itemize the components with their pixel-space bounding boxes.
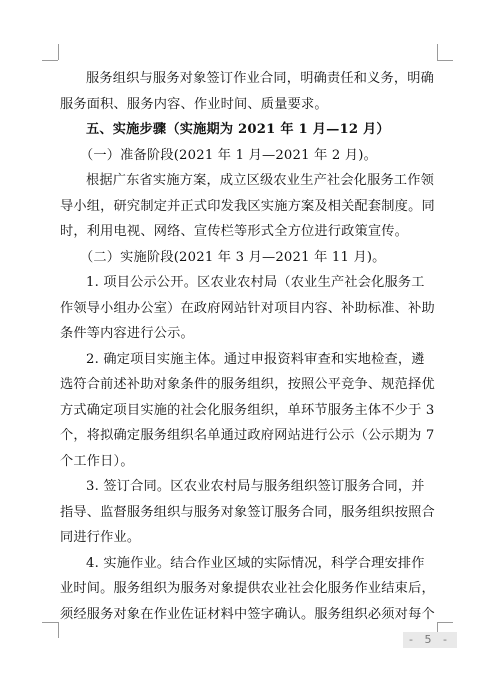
paragraph-line: 方式确定项目实施的社会化服务组织，单环节服务主体不少于 3 [60, 402, 435, 418]
paragraph-line: 2. 确定项目实施主体。通过申报资料审查和实地检查，遴 [86, 351, 425, 367]
paragraph-line: 服务面积、服务内容、作业时间、质量要求。 [60, 96, 328, 112]
paragraph-line: 服务组织与服务对象签订作业合同，明确责任和义务，明确 [86, 71, 435, 86]
section-heading: 五、实施步骤（实施期为 2021 年 1 月—12 月） [86, 122, 390, 137]
paragraph-line: 选符合前述补助对象条件的服务组织，按照公平竞争、规范择优 [60, 377, 435, 392]
paragraph-line: 根据广东省实施方案，成立区级农业生产社会化服务工作领 [86, 173, 435, 188]
paragraph-line: 条件等内容进行公示。 [60, 326, 194, 341]
document-body [60, 66, 440, 627]
paragraph-line: 3. 签订合同。区农业农村局与服务组织签订服务合同，并 [86, 479, 425, 494]
crop-mark-top-right [437, 60, 453, 61]
paragraph-line: 时，利用电视、网络、宣传栏等形式全方位进行政策宣传。 [60, 224, 409, 239]
paragraph-line: 4. 实施作业。结合作业区域的实际情况，科学合理安排作 [86, 555, 425, 571]
crop-mark-bottom-left [42, 622, 58, 623]
paragraph-line: 须经服务对象在作业佐证材料中签字确认。服务组织必须对每个 [60, 606, 435, 622]
paragraph-line: 作领导小组办公室）在政府网站针对项目内容、补助标准、补助 [60, 300, 435, 316]
paragraph-line: （一）准备阶段(2021 年 1 月—2021 年 2 月)。 [80, 147, 377, 163]
crop-mark-top-left [42, 60, 58, 61]
paragraph-line: 指导、监督服务组织与服务对象签订服务合同，服务组织按照合 [60, 504, 435, 520]
paragraph-line: （二）实施阶段(2021 年 3 月—2021 年 11 月)。 [80, 249, 386, 265]
page-number: - 5 - [403, 632, 457, 648]
crop-mark-top-left [58, 44, 59, 60]
crop-mark-top-right [437, 44, 438, 60]
paragraph-line: 业时间。服务组织为服务对象提供农业社会化服务作业结束后， [60, 581, 435, 596]
paragraph-line: 个工作日）。 [60, 453, 134, 469]
crop-mark-bottom-left [58, 622, 59, 638]
paragraph-line: 1. 项目公示公开。区农业农村局（农业生产社会化服务工 [86, 275, 425, 290]
paragraph-line: 个，将拟确定服务组织名单通过政府网站进行公示（公示期为 7 [60, 428, 435, 443]
paragraph-line: 导小组，研究制定并正式印发我区实施方案及相关配套制度。同 [60, 198, 435, 214]
paragraph-line: 同进行作业。 [60, 530, 141, 545]
